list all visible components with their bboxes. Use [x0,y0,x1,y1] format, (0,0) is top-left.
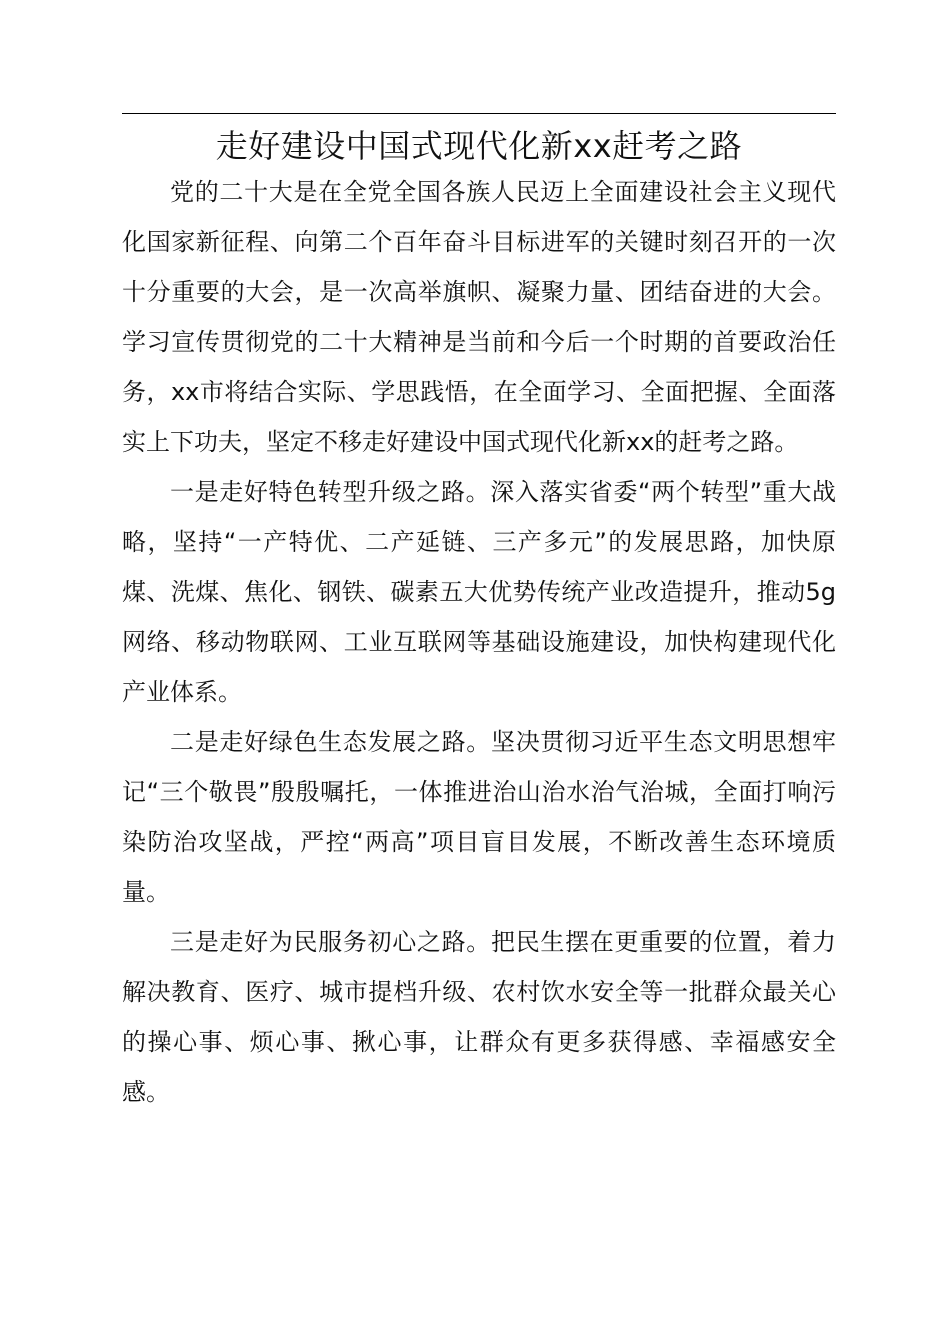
header-rule [122,113,836,114]
document-title: 走好建设中国式现代化新xx赶考之路 [215,127,743,165]
paragraph-point-3: 三是走好为民服务初心之路。把民生摆在更重要的位置，着力解决教育、医疗、城市提档升级、农村饮水安全等一批群众最关心的操心事、烦心事、揪心事，让群众有更多获得感、幸福感安全感。 [122,928,836,1106]
paragraph-point-1: 一是走好特色转型升级之路。深入落实省委“两个转型”重大战略，坚持“一产特优、二产延链、三产多元”的发展思路，加快原煤、洗煤、焦化、钢铁、碳素五大优势传统产业改造提升，推动5g网络、移动物联网、工业互联网等基础设施建设，加快构建现代化产业体系。 [122,478,836,706]
paragraph-point-2: 二是走好绿色生态发展之路。坚决贯彻习近平生态文明思想牢记“三个敬畏”殷殷嘱托，一体推进治山治水治气治城，全面打响污染防治攻坚战，严控“两高”项目盲目发展，不断改善生态环境质量。 [122,728,836,906]
paragraph-intro: 党的二十大是在全党全国各族人民迈上全面建设社会主义现代化国家新征程、向第二个百年奋斗目标进军的关键时刻召开的一次十分重要的大会，是一次高举旗帜、凝聚力量、团结奋进的大会。学习宣传贯彻党的二十大精神是当前和今后一个时期的首要政治任务，xx市将结合实际、学思践悟，在全面学习、全面把握、全面落实上下功夫，坚定不移走好建设中国式现代化新xx的赶考之路。 [122,178,836,456]
document-body [122,167,836,1117]
